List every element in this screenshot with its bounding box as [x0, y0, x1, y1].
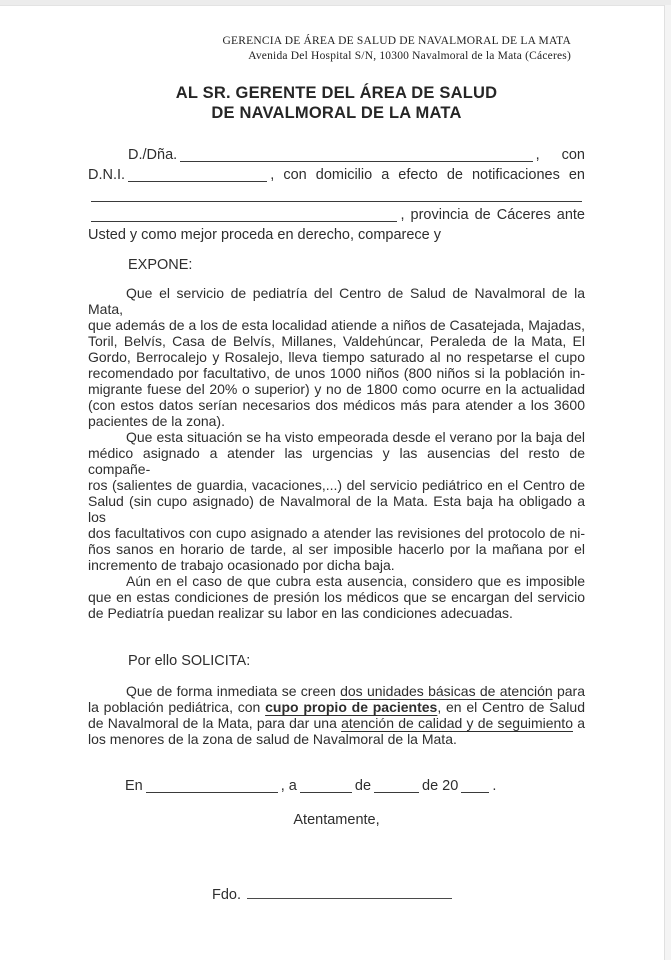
org-address: Avenida Del Hospital S/N, 10300 Navalmoral de la Mata (Cáceres) — [248, 50, 571, 62]
expone-paragraph-3: Aún en el caso de que cubra esta ausencia, considero que es imposible que en estas condiciones de presión los médicos que se encargan del servicio de Pediatría puedan realizar su labor en las condiciones adecuadas. — [88, 573, 585, 621]
date-a-label: , a — [280, 778, 297, 794]
year-blank-field — [461, 792, 489, 793]
org-name: GERENCIA DE ÁREA DE SALUD DE NAVALMORAL DE LA MATA — [222, 35, 571, 47]
date-period: . — [492, 778, 497, 794]
dni-label: D.N.I. — [88, 167, 126, 183]
date-line — [88, 776, 585, 796]
date-en-label: En — [125, 778, 143, 794]
address-blank-field-2 — [91, 221, 397, 222]
intro-block — [88, 145, 585, 245]
address-blank-line — [88, 185, 585, 205]
day-blank-field — [300, 792, 352, 793]
expone-body — [88, 285, 585, 621]
city-blank-field — [146, 792, 278, 793]
expone-paragraph-2: Que esta situación se ha visto empeorada desde el verano por la baja del médico asignado a atender las urgencias y las ausencias del resto de compañe- ros (salientes de guardia, vacaciones,...) del servicio pediátrico en el Centro de Salud (sin cupo asignado) de Navalmoral de la Mata. Esta baja ha obligado a los dos facultativos con cupo asignado a atender las revisiones del protocolo de ni- ños sanos en horario de tarde, al ser imposible hacerlo por la mañana por el incremento de trabajo ocasionado por dicha baja. — [88, 429, 585, 573]
dni-line — [88, 165, 585, 185]
month-blank-field — [374, 792, 419, 793]
applicant-name-line — [88, 145, 585, 165]
letter-title — [88, 83, 585, 123]
expone-heading: EXPONE: — [128, 257, 193, 273]
address-blank-field-1 — [91, 201, 582, 202]
signature-rule — [247, 898, 452, 899]
applicant-name-blank-field — [180, 161, 532, 162]
dni-suffix: , con domicilio a efecto de notificaciones en — [270, 167, 585, 183]
province-suffix: , provincia de Cáceres ante — [400, 207, 585, 223]
closing-salutation: Atentamente, — [293, 812, 380, 828]
signature-block — [88, 885, 585, 905]
province-line — [88, 205, 585, 225]
expone-paragraph-1: Que el servicio de pediatría del Centro de Salud de Navalmoral de la Mata, que además de a los de esta localidad atiende a niños de Casatejada, Majadas, Toril, Belvís, Casa de Belvís, Millanes, Valdehúncar, Peraleda de la Mata, El Gordo, Berrocalejo y Rosalejo, lleva tiempo saturado al no respetarse el cupo recomendado por facultativo, de unos 1000 niños (800 niños si la población in- migrante fuese del 20% o superior) y no de 1800 como ocurre en la actualidad (con estos datos serían necesarios dos médicos más para atender a los 3600 pacientes de la zona). — [88, 285, 585, 429]
letter-title-line1: AL SR. GERENTE DEL ÁREA DE SALUD — [175, 84, 498, 102]
dni-blank-field — [128, 181, 267, 182]
date-de-label: de — [354, 778, 372, 794]
applicant-suffix: , con — [535, 147, 585, 163]
signed-label: Fdo. — [212, 887, 242, 903]
solicita-paragraph: Que de forma inmediata se creen dos unidades básicas de atención para la población pediátrica, con cupo propio de pacientes, en el Centro de Salud de Navalmoral de la Mata, para dar una atención de calidad y de seguimiento a los menores de la zona de salud de Navalmoral de la Mata. — [88, 683, 585, 747]
date-de20-label: de 20 — [422, 778, 459, 794]
intro-closing-line: Usted y como mejor proceda en derecho, comparece y — [88, 227, 442, 243]
applicant-label: D./Dña. — [128, 147, 178, 163]
solicita-heading: Por ello SOLICITA: — [128, 653, 251, 669]
letter-title-line2: DE NAVALMORAL DE LA MATA — [211, 104, 462, 122]
org-header — [88, 34, 585, 64]
